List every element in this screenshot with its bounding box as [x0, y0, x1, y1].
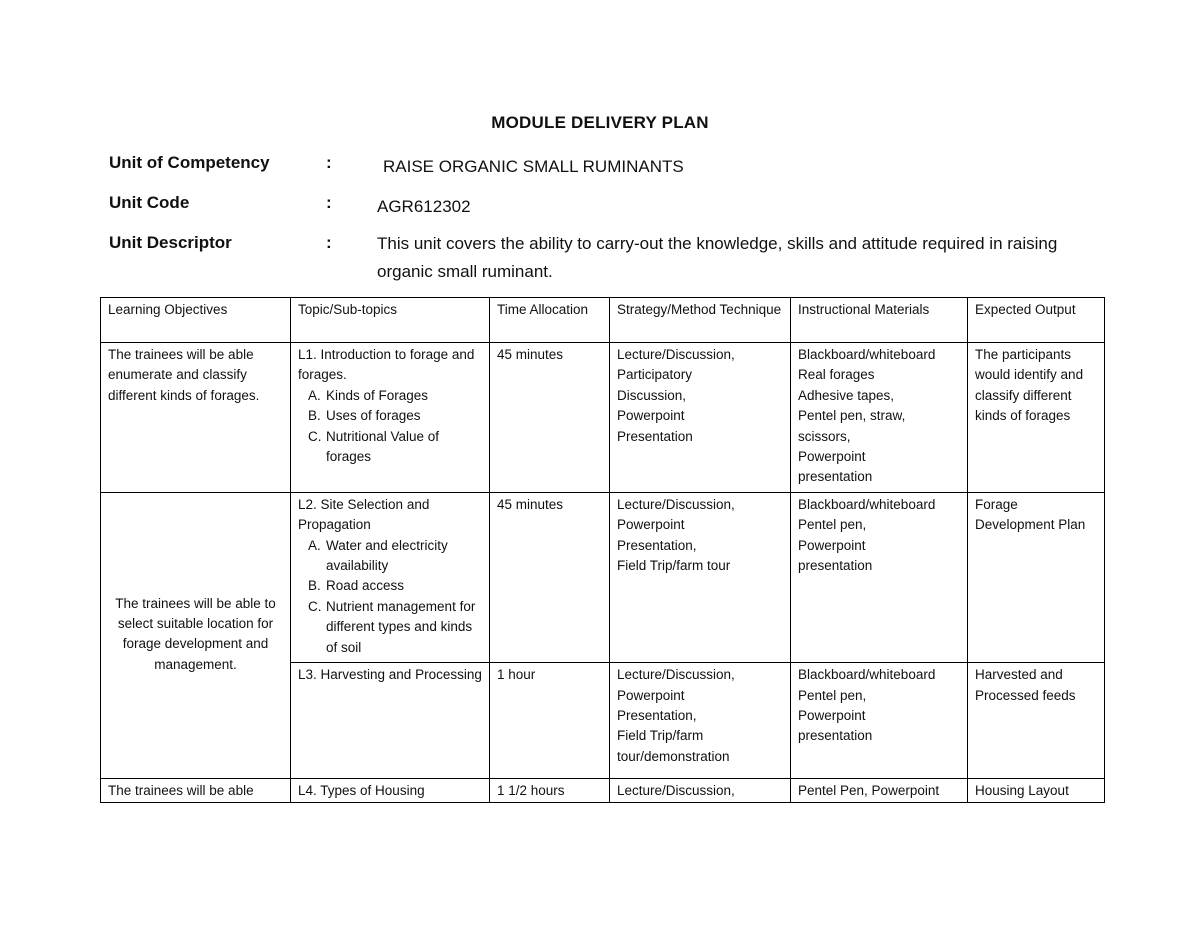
strategy-cell: Lecture/Discussion, Participatory Discussion, Powerpoint Presentation [610, 343, 791, 493]
page-title: MODULE DELIVERY PLAN [491, 113, 709, 132]
topic-title: L2. Site Selection and Propagation [298, 496, 430, 533]
unit-of-competency-label: Unit of Competency [109, 153, 270, 172]
materials-cell: Blackboard/whiteboard Pentel pen, Powerpoint presentation [791, 492, 968, 662]
table-header-row [101, 298, 1105, 343]
strategy-cell: Lecture/Discussion, [610, 779, 791, 802]
header-instructional-materials: Instructional Materials [791, 298, 968, 343]
strategy-cell: Lecture/Discussion, Powerpoint Presentation, Field Trip/farm tour/demonstration [610, 663, 791, 779]
subtopic-item: C. Nutritional Value of forages [308, 428, 440, 465]
strategy-cell: Lecture/Discussion, Powerpoint Presentation, Field Trip/farm tour [610, 492, 791, 662]
time-cell: 45 minutes [490, 343, 610, 493]
subtopic-item: B. Road access [308, 578, 405, 594]
materials-cell: Pentel Pen, Powerpoint [791, 779, 968, 802]
unit-of-competency-value: RAISE ORGANIC SMALL RUMINANTS [383, 157, 684, 176]
output-cell: Forage Development Plan [968, 492, 1105, 662]
unit-of-competency-colon: : [326, 153, 332, 172]
output-cell: The participants would identify and classify different kinds of forages [968, 343, 1105, 493]
delivery-plan-table [100, 297, 1105, 803]
topic-cell: L3. Harvesting and Processing [291, 663, 490, 779]
header-strategy: Strategy/Method Technique [610, 298, 791, 343]
materials-cell: Blackboard/whiteboard Pentel pen, Powerpoint presentation [791, 663, 968, 779]
unit-code-label: Unit Code [109, 193, 190, 212]
header-learning-objectives: Learning Objectives [101, 298, 291, 343]
header-topic: Topic/Sub-topics [291, 298, 490, 343]
unit-descriptor-label: Unit Descriptor [109, 233, 232, 252]
time-cell: 1 hour [490, 663, 610, 779]
table-row [101, 343, 1105, 493]
objective-cell: The trainees will be able enumerate and classify different kinds of forages. [101, 343, 291, 493]
unit-code-value: AGR612302 [377, 197, 471, 216]
subtopic-item: A. Kinds of Forages [308, 387, 429, 403]
unit-descriptor-colon: : [326, 233, 332, 252]
objective-cell: The trainees will be able to select suitable location for forage development and management. [101, 492, 291, 778]
materials-cell: Blackboard/whiteboard Real forages Adhesive tapes, Pentel pen, straw, scissors, Powerpoint presentation [791, 343, 968, 493]
table-row [101, 492, 1105, 662]
topic-cell: L4. Types of Housing [291, 779, 490, 802]
subtopic-item: A. Water and electricity availability [308, 537, 448, 574]
output-cell: Harvested and Processed feeds [968, 663, 1105, 779]
header-expected-output: Expected Output [968, 298, 1105, 343]
topic-title: L1. Introduction to forage and forages. [298, 347, 475, 383]
objective-cell: The trainees will be able [101, 779, 291, 802]
topic-cell [291, 343, 490, 493]
time-cell: 45 minutes [490, 492, 610, 662]
subtopic-item: B. Uses of forages [308, 408, 421, 424]
unit-descriptor-value: This unit covers the ability to carry-out the knowledge, skills and attitude required in raising organic small ruminant. [377, 234, 1058, 281]
topic-cell [291, 492, 490, 662]
subtopic-item: C. Nutrient management for different types and kinds of soil [308, 598, 476, 655]
output-cell: Housing Layout [968, 779, 1105, 802]
table-row [101, 779, 1105, 802]
time-cell: 1 1/2 hours [490, 779, 610, 802]
header-time-allocation: Time Allocation [490, 298, 610, 343]
unit-code-colon: : [326, 193, 332, 212]
